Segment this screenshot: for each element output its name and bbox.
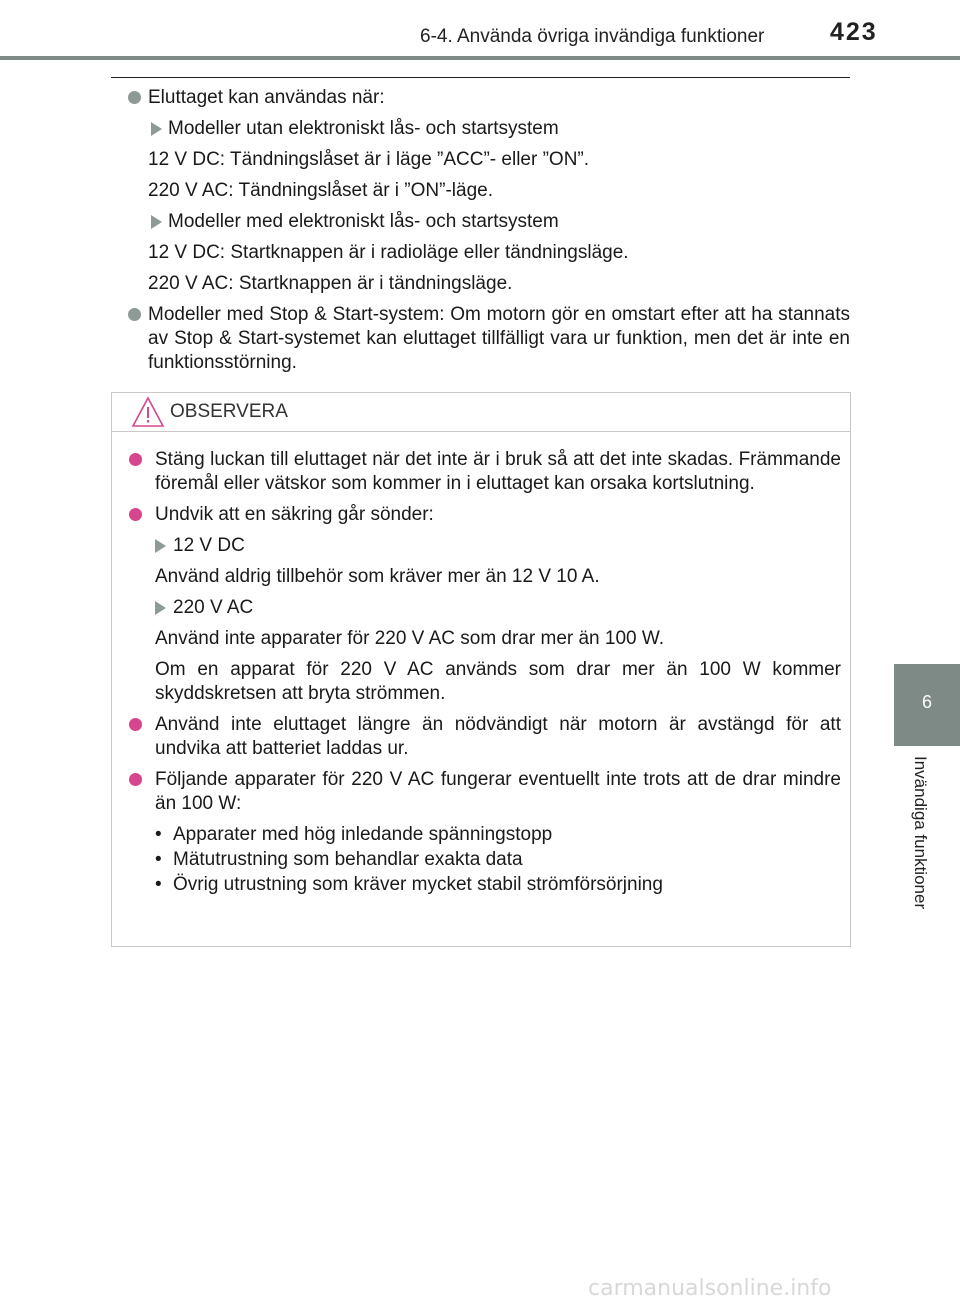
dc-heading-row [129, 534, 841, 558]
caution-text: Använd inte eluttaget längre än nödvändigt när motorn är avstängd för att undvika att batteriet laddas ur. [155, 714, 841, 759]
header-rule [0, 56, 960, 60]
triangle-arrow-icon [151, 215, 162, 229]
model2-line1: 12 V DC: Startknappen är i radioläge eller tändningsläge. [148, 242, 629, 263]
bullet-dot-icon [129, 453, 142, 466]
sub-list [129, 823, 841, 897]
caution-item [129, 768, 841, 816]
triangle-arrow-icon [155, 601, 166, 615]
model-without-smart-key [128, 117, 850, 141]
warning-triangle-icon [131, 396, 165, 428]
ac-heading-row [129, 596, 841, 620]
bullet-dot-icon [128, 91, 141, 104]
chapter-tab[interactable] [894, 664, 960, 746]
caution-text: Följande apparater för 220 V AC fungerar eventuellt inte trots att de drar mindre än 100 W: [155, 769, 841, 814]
dc-heading: 12 V DC [173, 535, 245, 556]
page-number: 423 [830, 18, 878, 46]
list-item: • Övrig utrustning som kräver mycket stabil strömförsörjning [155, 874, 663, 895]
model-with-smart-key [128, 210, 850, 234]
bullet-stop-start [128, 303, 850, 375]
caution-item [129, 503, 841, 527]
model2-line2: 220 V AC: Startknappen är i tändningsläge. [148, 273, 513, 294]
chapter-label: Invändiga funktioner [911, 756, 930, 910]
dc-text: Använd aldrig tillbehör som kräver mer än 12 V 10 A. [155, 566, 600, 587]
model1-line2: 220 V AC: Tändningslåset är i ”ON”-läge. [148, 180, 493, 201]
caution-body [129, 448, 841, 898]
bullet-text: Eluttaget kan användas när: [148, 87, 385, 108]
caution-title: OBSERVERA [170, 401, 288, 422]
bullet-dot-icon [129, 718, 142, 731]
caution-text: Undvik att en säkring går sönder: [155, 504, 434, 525]
ac-heading: 220 V AC [173, 597, 254, 618]
caution-item [129, 448, 841, 496]
content-rule [111, 77, 850, 78]
model-heading: Modeller med elektroniskt lås- och startsystem [168, 211, 559, 232]
caution-box [111, 392, 851, 947]
ac-text: Om en apparat för 220 V AC används som drar mer än 100 W kommer skyddskretsen att bryta strömmen. [155, 659, 841, 704]
model1-line1: 12 V DC: Tändningslåset är i läge ”ACC”- eller ”ON”. [148, 149, 590, 170]
caution-item [129, 713, 841, 761]
main-content [128, 86, 850, 382]
ac-text: Använd inte apparater för 220 V AC som drar mer än 100 W. [155, 628, 665, 649]
model-heading: Modeller utan elektroniskt lås- och startsystem [168, 118, 559, 139]
bullet-dot-icon [129, 773, 142, 786]
list-item: • Apparater med hög inledande spänningstopp [155, 824, 553, 845]
bullet-dot-icon [128, 308, 141, 321]
bullet-text: Modeller med Stop & Start-system: Om motorn gör en omstart efter att ha stannats av Stop & Start-systemet kan eluttaget tillfälligt vara ur funktion, men det är inte en funktionsstörning. [148, 304, 850, 373]
watermark-text[interactable]: carmanualsonline.info [588, 1276, 832, 1301]
triangle-arrow-icon [151, 122, 162, 136]
bullet-usage [128, 86, 850, 110]
section-title: 6-4. Använda övriga invändiga funktioner [420, 26, 765, 47]
list-item: • Mätutrustning som behandlar exakta data [155, 849, 523, 870]
triangle-arrow-icon [155, 539, 166, 553]
caution-text: Stäng luckan till eluttaget när det inte är i bruk så att det inte skadas. Främmande föremål eller vätskor som kommer in i eluttaget kan orsaka kortslutning. [155, 449, 841, 494]
caution-header [112, 393, 850, 432]
bullet-dot-icon [129, 508, 142, 521]
chapter-number: 6 [921, 692, 932, 712]
